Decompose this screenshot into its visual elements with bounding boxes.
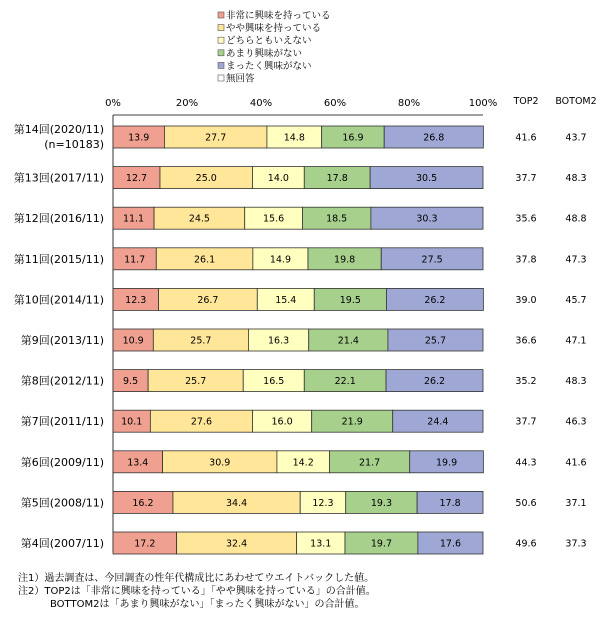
- category-sublabel: (n=10183): [44, 138, 104, 151]
- bar-data-label: 26.7: [197, 294, 219, 306]
- summary-value-top2: 44.3: [515, 457, 537, 469]
- bar-data-label: 27.5: [421, 254, 443, 266]
- bar-data-label: 16.9: [342, 132, 364, 144]
- bar-data-label: 24.5: [188, 213, 210, 225]
- bar-data-label: 15.4: [275, 294, 297, 306]
- footnotes: [18, 572, 376, 611]
- summary-value-botom2: 48.3: [565, 173, 587, 185]
- category-label: 第14回(2020/11): [13, 123, 104, 136]
- category-label: 第8回(2012/11): [20, 374, 104, 388]
- summary-value-top2: 41.6: [515, 132, 537, 144]
- category-label: 第12回(2016/11): [13, 212, 104, 226]
- summary-value-botom2: 48.8: [565, 213, 587, 225]
- x-tick-label: 60%: [323, 98, 347, 109]
- bar-data-label: 17.8: [439, 497, 461, 509]
- bar-data-label: 17.6: [439, 538, 462, 550]
- bar-data-label: 12.7: [125, 173, 148, 185]
- category-label: 第7回(2011/11): [20, 415, 104, 429]
- x-tick-label: 40%: [249, 98, 273, 109]
- bar-data-label: 30.3: [416, 213, 438, 225]
- bar-data-label: 11.1: [122, 213, 145, 225]
- bar-data-label: 19.5: [339, 294, 361, 306]
- summary-value-top2: 49.6: [515, 538, 537, 550]
- legend-swatch-3: [218, 37, 224, 43]
- bar-data-label: 19.9: [435, 457, 458, 469]
- bar-data-label: 21.9: [341, 416, 363, 428]
- bar-data-label: 19.3: [370, 497, 393, 509]
- bar-data-label: 13.9: [128, 132, 150, 144]
- bar-data-label: 26.8: [423, 132, 445, 144]
- category-label: 第5回(2008/11): [20, 496, 104, 510]
- bar-data-label: 10.1: [121, 416, 143, 428]
- summary-value-top2: 39.0: [515, 294, 537, 306]
- bar-data-label: 21.4: [337, 335, 359, 347]
- bar-data-label: 27.7: [205, 132, 227, 144]
- summary-value-botom2: 46.3: [565, 416, 587, 428]
- bar-data-label: 11.7: [124, 254, 146, 266]
- category-label: 第13回(2017/11): [13, 171, 104, 185]
- legend-label-6: 無回答: [226, 73, 255, 85]
- footnote-1: 注1）過去調査は、今回調査の性年代構成比にあわせてウエイトバックした値。: [18, 573, 375, 584]
- x-tick-label: 100%: [468, 98, 498, 109]
- bar-data-label: 17.2: [134, 538, 156, 550]
- bar-data-label: 21.7: [359, 457, 381, 469]
- bar-data-label: 25.7: [190, 335, 212, 347]
- bar-data-label: 16.5: [263, 376, 285, 388]
- x-tick-label: 20%: [175, 98, 199, 109]
- legend-swatch-4: [218, 50, 224, 56]
- bar-data-label: 26.1: [193, 254, 216, 266]
- bar-data-label: 30.5: [415, 173, 438, 185]
- footnote-3: BOTTOM2は「あまり興味がない」「まったく興味がない」の合計値。: [50, 599, 365, 610]
- summary-value-botom2: 48.3: [565, 376, 587, 388]
- bar-data-label: 10.9: [122, 335, 144, 347]
- summary-value-botom2: 37.3: [565, 538, 587, 550]
- bar-data-label: 25.0: [195, 173, 217, 185]
- bar-data-label: 13.4: [127, 457, 149, 469]
- bar-data-label: 24.4: [427, 416, 449, 428]
- summary-header-botom2: BOTOM2: [555, 96, 597, 107]
- x-tick-label: 0%: [105, 98, 121, 109]
- bar-data-label: 25.7: [185, 376, 207, 388]
- legend-label-4: あまり興味がない: [226, 48, 303, 60]
- footnote-2: 注2）TOP2は「非常に興味を持っている」「やや興味を持っている」の合計値。: [18, 586, 376, 597]
- legend-swatch-2: [218, 25, 224, 31]
- legend-label-2: やや興味を持っている: [226, 23, 322, 35]
- summary-value-top2: 36.6: [515, 335, 537, 347]
- legend-swatch-1: [218, 12, 224, 18]
- summary-value-top2: 37.8: [515, 254, 537, 266]
- bar-data-label: 15.6: [263, 213, 285, 225]
- bar-data-label: 19.7: [370, 538, 393, 550]
- x-axis: [105, 98, 497, 552]
- bar-data-label: 26.2: [424, 294, 446, 306]
- category-label: 第6回(2009/11): [20, 455, 104, 469]
- summary-value-top2: 35.6: [515, 213, 537, 225]
- summary-value-botom2: 45.7: [565, 294, 587, 306]
- legend-swatch-5: [218, 62, 224, 68]
- bar-data-label: 25.7: [424, 335, 447, 347]
- legend: [218, 10, 331, 85]
- legend-label-3: どちらともいえない: [226, 35, 312, 47]
- bar-data-label: 22.1: [334, 376, 356, 388]
- summary-value-botom2: 47.3: [565, 254, 587, 266]
- bar-data-label: 9.5: [123, 376, 139, 388]
- bar-data-label: 17.8: [326, 173, 348, 185]
- summary-value-botom2: 43.7: [565, 132, 587, 144]
- summary-value-top2: 35.2: [515, 376, 537, 388]
- bars: [113, 126, 483, 554]
- category-label: 第11回(2015/11): [13, 252, 104, 266]
- summary-value-botom2: 41.6: [565, 457, 587, 469]
- summary-value-top2: 50.6: [515, 497, 537, 509]
- summary-header-top2: TOP2: [513, 96, 539, 107]
- bar-data-label: 14.0: [267, 173, 289, 185]
- bar-data-label: 27.6: [190, 416, 213, 428]
- bar-data-label: 34.4: [226, 497, 248, 509]
- bar-data-label: 16.0: [271, 416, 293, 428]
- bar-data-label: 26.2: [423, 376, 446, 388]
- category-label: 第4回(2007/11): [20, 537, 104, 550]
- bar-data-label: 12.3: [312, 497, 334, 509]
- bar-data-label: 16.2: [132, 497, 154, 509]
- x-tick-label: 80%: [397, 98, 421, 109]
- legend-label-1: 非常に興味を持っている: [226, 10, 331, 22]
- bar-data-label: 13.1: [310, 538, 332, 550]
- summary-value-botom2: 47.1: [565, 335, 587, 347]
- summary-column-headers: [512, 96, 596, 107]
- summary-value-top2: 37.7: [515, 416, 537, 428]
- bar-data-label: 19.8: [334, 254, 356, 266]
- bar-data-label: 18.5: [326, 213, 348, 225]
- category-label: 第9回(2013/11): [20, 334, 104, 347]
- bar-data-label: 30.9: [209, 457, 231, 469]
- summary-value-botom2: 37.1: [565, 497, 587, 509]
- bar-data-label: 14.9: [269, 254, 292, 266]
- legend-label-5: まったく興味がない: [226, 60, 312, 72]
- bar-data-label: 14.8: [283, 132, 305, 144]
- bar-data-label: 12.3: [125, 294, 147, 306]
- legend-swatch-6: [218, 75, 224, 81]
- bar-data-label: 16.3: [267, 335, 290, 347]
- category-label: 第10回(2014/11): [13, 293, 104, 307]
- bar-data-label: 14.2: [292, 457, 314, 469]
- bar-data-label: 32.4: [226, 538, 248, 550]
- summary-value-top2: 37.7: [515, 173, 537, 185]
